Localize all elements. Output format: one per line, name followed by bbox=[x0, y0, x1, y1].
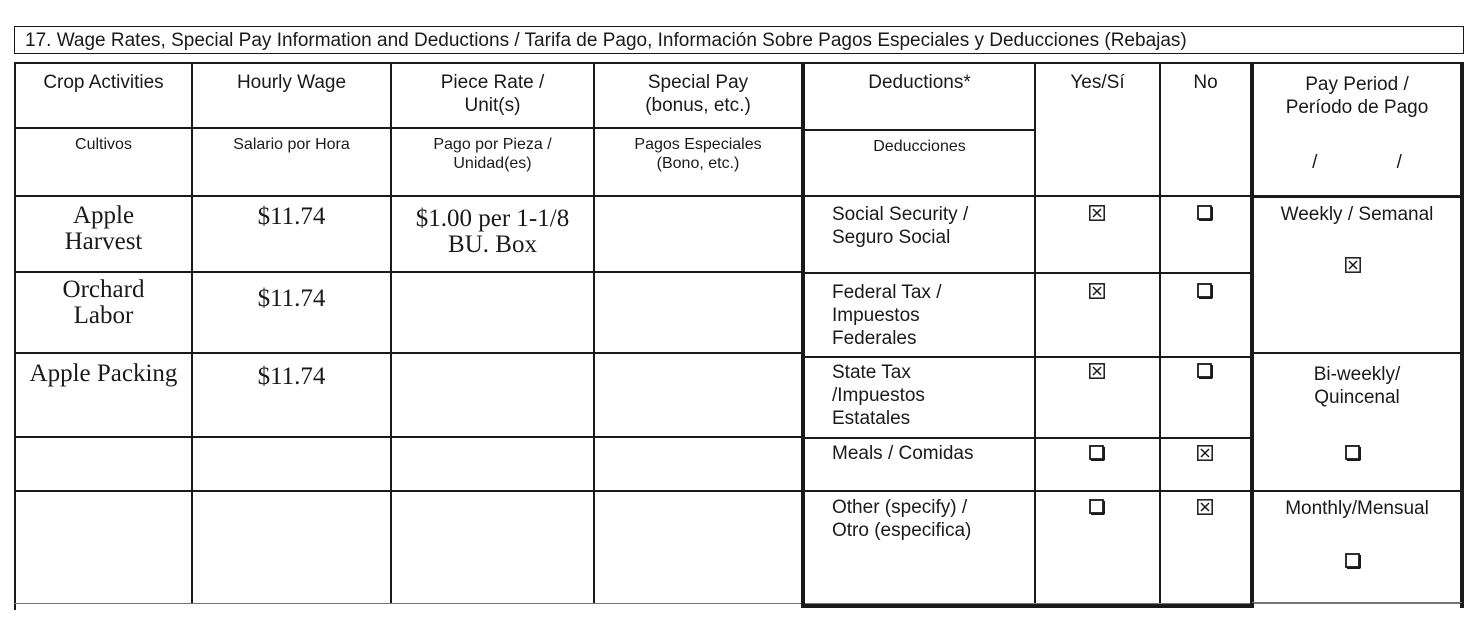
checked-box-icon bbox=[1089, 205, 1105, 221]
header-hourly-es: Salario por Hora bbox=[233, 136, 350, 153]
section-title-box bbox=[14, 26, 1464, 54]
checked-box-icon bbox=[1197, 499, 1213, 515]
header-pay-period-date: / / bbox=[1312, 152, 1402, 173]
hourly-wage-2: $11.74 bbox=[257, 285, 326, 312]
header-yes: Yes/Sí bbox=[1070, 72, 1125, 93]
header-hourly-en: Hourly Wage bbox=[236, 72, 347, 93]
empty-box-icon bbox=[1345, 445, 1362, 462]
section-title: 17. Wage Rates, Special Pay Information and Deductions / Tarifa de Pago, Información Sobre Pagos Especiales y Deducciones (Rebajas) bbox=[25, 30, 1187, 51]
header-no: No bbox=[1193, 72, 1218, 93]
crop-activity-3: Apple Packing bbox=[29, 360, 178, 387]
header-deductions-es: Deducciones bbox=[873, 138, 966, 155]
header-special-es: Pagos Especiales (Bono, etc.) bbox=[634, 136, 762, 173]
hourly-wage-1: $11.74 bbox=[257, 203, 326, 230]
header-deductions-en: Deductions* bbox=[868, 72, 971, 93]
pay-period-monthly-checkbox[interactable] bbox=[1345, 553, 1362, 575]
header-pay-period: Pay Period / Período de Pago bbox=[1285, 74, 1429, 118]
deduction-label-5: Other (specify) / Otro (especifica) bbox=[832, 497, 972, 541]
empty-box-icon bbox=[1197, 363, 1214, 380]
checked-box-icon bbox=[1089, 363, 1105, 379]
header-crop-es: Cultivos bbox=[75, 136, 132, 153]
hourly-wage-3: $11.74 bbox=[257, 363, 326, 390]
pay-period-monthly: Monthly/Mensual bbox=[1285, 498, 1429, 519]
pay-period-biweekly: Bi-weekly/ Quincenal bbox=[1313, 364, 1401, 408]
checked-box-icon bbox=[1089, 283, 1105, 299]
deduction-3-no-checkbox[interactable] bbox=[1197, 363, 1214, 385]
deduction-1-yes-checkbox[interactable] bbox=[1089, 205, 1105, 226]
empty-box-icon bbox=[1197, 205, 1214, 222]
header-special-en: Special Pay (bonus, etc.) bbox=[645, 72, 751, 116]
piece-rate-1: $1.00 per 1-1/8 BU. Box bbox=[415, 205, 570, 259]
deduction-label-4: Meals / Comidas bbox=[832, 443, 974, 464]
deduction-label-3: State Tax /Impuestos Estatales bbox=[832, 362, 925, 429]
empty-box-icon bbox=[1089, 445, 1106, 462]
empty-box-icon bbox=[1089, 499, 1106, 516]
deduction-5-no-checkbox[interactable] bbox=[1197, 499, 1213, 520]
checked-box-icon bbox=[1197, 445, 1213, 461]
empty-box-icon bbox=[1197, 283, 1214, 300]
crop-activity-1: Apple Harvest bbox=[64, 202, 143, 256]
deduction-1-no-checkbox[interactable] bbox=[1197, 205, 1214, 227]
header-crop-en: Crop Activities bbox=[43, 72, 164, 93]
pay-period-weekly: Weekly / Semanal bbox=[1280, 204, 1434, 225]
deduction-3-yes-checkbox[interactable] bbox=[1089, 363, 1105, 384]
empty-box-icon bbox=[1345, 553, 1362, 570]
deduction-label-1: Social Security / Seguro Social bbox=[832, 204, 969, 248]
header-piece-es: Pago por Pieza / Unidad(es) bbox=[433, 136, 552, 173]
deduction-2-yes-checkbox[interactable] bbox=[1089, 283, 1105, 304]
deduction-2-no-checkbox[interactable] bbox=[1197, 283, 1214, 305]
pay-period-weekly-checkbox[interactable] bbox=[1345, 257, 1361, 278]
checked-box-icon bbox=[1345, 257, 1361, 273]
deduction-5-yes-checkbox[interactable] bbox=[1089, 499, 1106, 521]
pay-period-biweekly-checkbox[interactable] bbox=[1345, 445, 1362, 467]
deduction-label-2: Federal Tax / Impuestos Federales bbox=[832, 282, 942, 349]
header-piece-en: Piece Rate / Unit(s) bbox=[440, 72, 545, 116]
deduction-4-yes-checkbox[interactable] bbox=[1089, 445, 1106, 467]
deduction-4-no-checkbox[interactable] bbox=[1197, 445, 1213, 466]
crop-activity-2: Orchard Labor bbox=[62, 276, 145, 330]
